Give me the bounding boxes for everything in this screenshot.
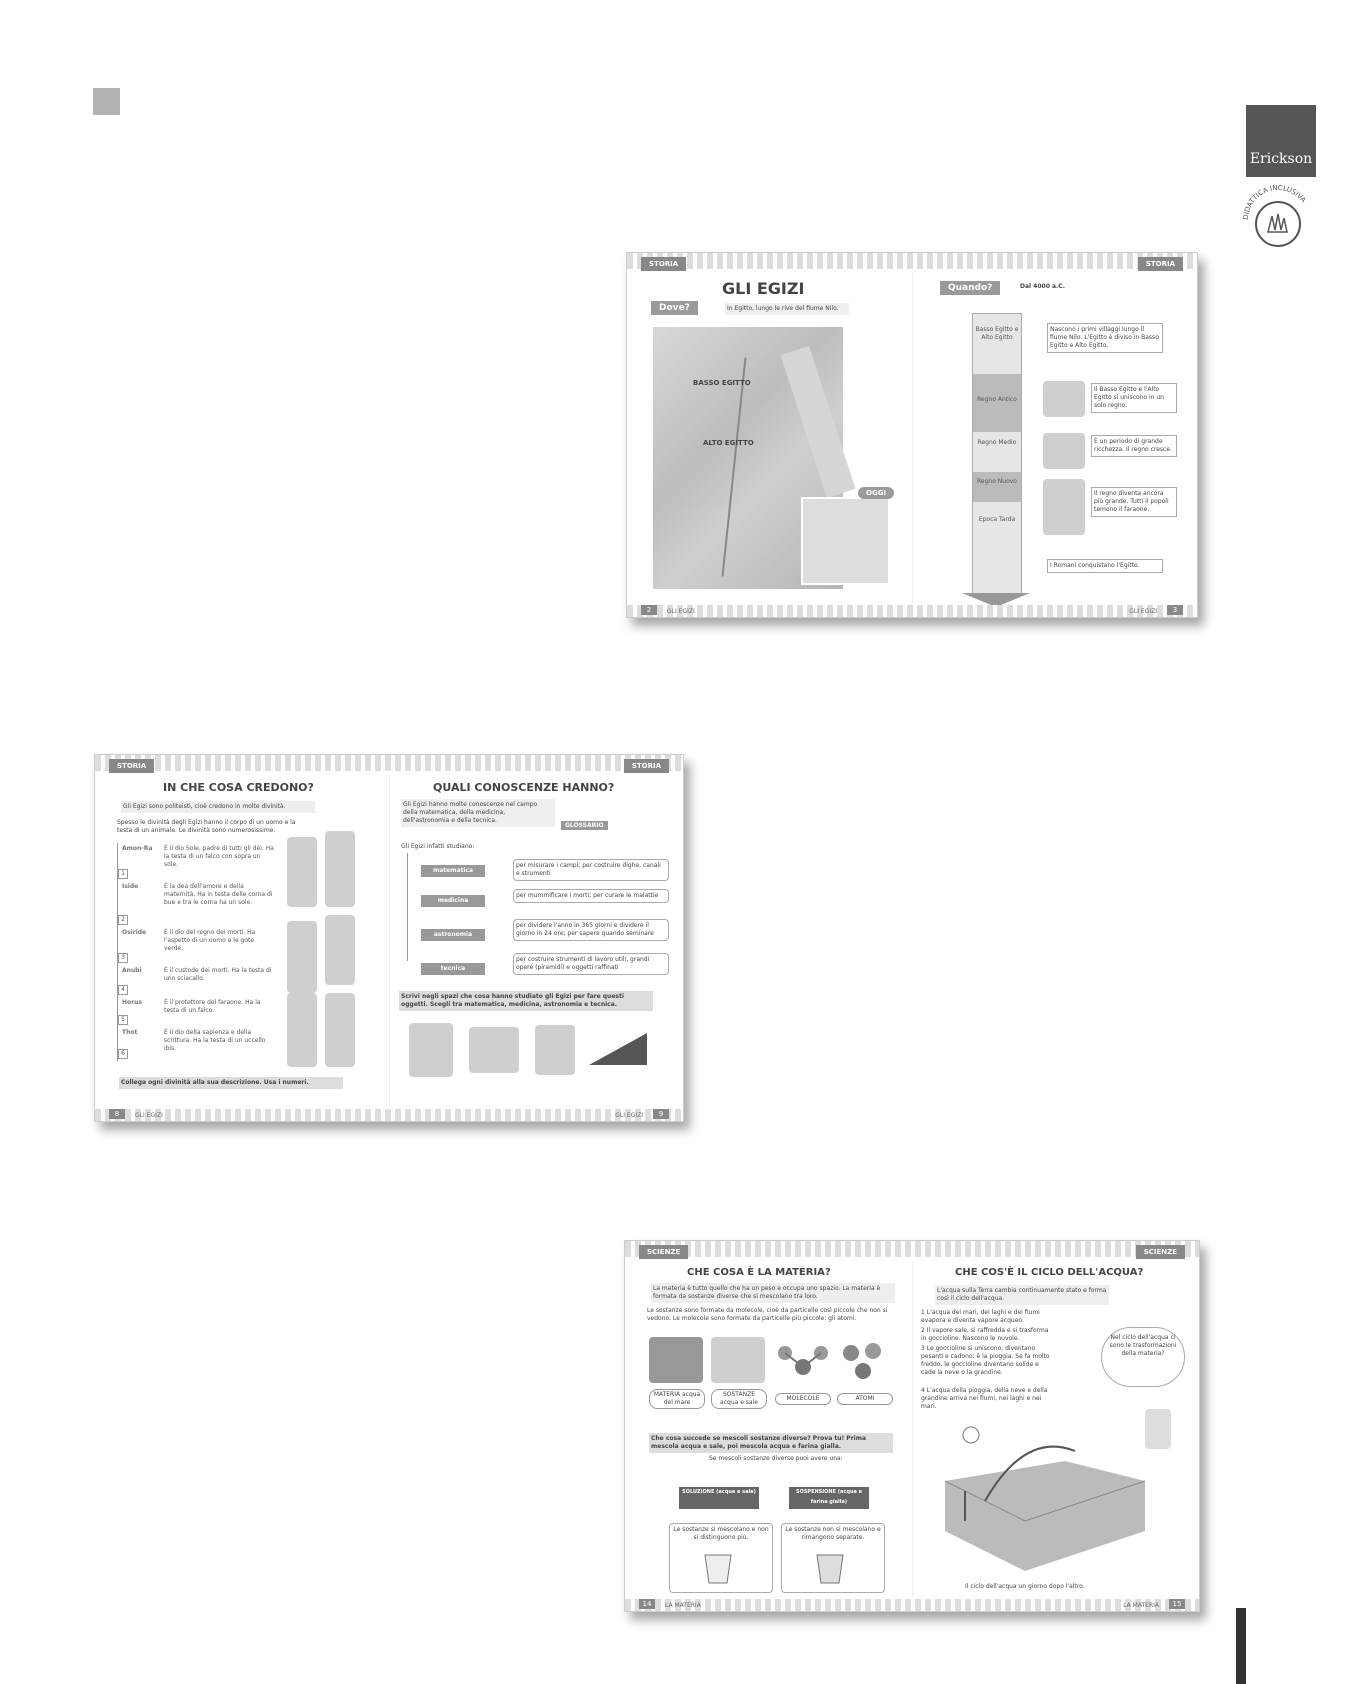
spread-materia-ciclo-acqua: [624, 1240, 1200, 1612]
god-figure: [325, 915, 355, 985]
tree-trunk: [407, 853, 408, 961]
intro-left: La materia è tutto quello che ha un peso e occupa uno spazio. La materia è formata da sostanze diverse che si mescolano tra loro.: [651, 1283, 895, 1303]
page-number-right: 15: [1169, 1599, 1185, 1609]
water-cycle-diagram: [945, 1421, 1145, 1571]
step-text: Le goccioline si uniscono, diventano pesanti e cadono: è la pioggia. Se fa molto freddo, le goccioline diventano solide e cade la neve o la grandine.: [921, 1345, 1050, 1376]
timeline-note: Nascono i primi villaggi lungo il fiume Nilo. L'Egitto è diviso in Basso Egitto e Alto Egitto.: [1047, 323, 1163, 353]
field-notes: per misurare i campi; per costruire dighe, canali e strumenti: [513, 859, 669, 881]
god-desc: È la dea dell'amore e della maternità. Ha in testa delle corna di bue e tra le corna ha un sole.: [164, 883, 273, 906]
when-text: Dal 4000 a.C.: [1020, 283, 1065, 290]
subject-tag-right: SCIENZE: [1136, 1245, 1185, 1259]
timeline-map-thumb: [1043, 381, 1085, 417]
water-step: [921, 1327, 1051, 1343]
god-number: 2: [118, 915, 128, 925]
page-title: GLI EGIZI: [722, 279, 805, 298]
map-label-lower-egypt: BASSO EGITTO: [693, 379, 751, 387]
god-name: Anubi: [122, 967, 142, 974]
footer-left: LA MATERIA: [665, 1602, 701, 1609]
field-tecnica: tecnica: [421, 963, 485, 975]
field-medicina: medicina: [421, 895, 485, 907]
god-figure: [325, 831, 355, 907]
timeline-period: Epoca Tarda: [978, 516, 1016, 523]
matter-label: ATOMI: [837, 1393, 893, 1405]
map-egypt: [653, 327, 887, 589]
god-number: 5: [118, 1015, 128, 1025]
god-name: Iside: [122, 883, 139, 890]
telescope-icon: [535, 1025, 575, 1075]
footer-left: GLI EGIZI: [667, 608, 695, 615]
timeline-map-thumb: [1043, 433, 1085, 469]
gods-list: [117, 843, 297, 1061]
god-figure: [287, 921, 317, 993]
glass-icon: [703, 1553, 733, 1585]
timeline-column: [972, 313, 1022, 595]
step-number: 1: [921, 1309, 925, 1316]
timeline-note: Il Basso Egitto e l'Alto Egitto si uniscono in un solo regno.: [1091, 383, 1177, 413]
water-salt-image: [711, 1337, 765, 1383]
god-name: Osiride: [122, 929, 147, 936]
god-figure: [325, 993, 355, 1067]
page-number-right: 9: [653, 1109, 669, 1119]
brand-name: Erickson: [1249, 151, 1313, 167]
molecule-icon: [775, 1341, 831, 1381]
timeline-period: Regno Antico: [977, 396, 1017, 403]
solution-label: SOLUZIONE (acqua e sale): [679, 1487, 759, 1509]
when-label: Quando?: [940, 281, 1000, 295]
glossary-label: GLOSSARIO: [561, 821, 608, 830]
atoms-icon: [837, 1341, 893, 1381]
god-number: 1: [118, 869, 128, 879]
subject-tag-left: STORIA: [109, 759, 154, 773]
page-number-left: 8: [109, 1109, 125, 1119]
god-number: 6: [118, 1049, 128, 1059]
studies-text: Gli Egizi infatti studiano:: [401, 843, 475, 850]
gutter: [912, 273, 913, 603]
where-label: Dove?: [651, 301, 698, 315]
top-strip: [625, 1241, 1199, 1257]
god-number: 4: [118, 985, 128, 995]
thought-bubble: Nel ciclo dell'acqua ci sono le trasformazioni della materia?: [1101, 1327, 1185, 1387]
timeline-note: È un periodo di grande ricchezza. Il regno cresce.: [1091, 435, 1177, 457]
god-name: Thot: [122, 1029, 138, 1036]
intro-left-2: Spesso le divinità degli Egizi hanno il corpo di un uomo e la testa di un animale. Le divinità sono numerosissime.: [117, 819, 296, 834]
spread-credenze-conoscenze: [94, 754, 684, 1122]
page-number-right: 3: [1167, 605, 1183, 615]
subject-tag-left: SCIENZE: [639, 1245, 688, 1259]
water-step: [921, 1387, 1051, 1411]
suspension-note: Le sostanze non si mescolano e rimangono separate.: [781, 1523, 885, 1593]
intro-right: Gli Egizi hanno molte conoscenze nel campo della matematica, della medicina, dell'astronomia e della tecnica.: [401, 799, 555, 827]
exercise-left: Collega ogni divinità alla sua descrizione. Usa i numeri.: [119, 1077, 343, 1089]
spread-gli-egizi: [626, 252, 1198, 618]
field-notes: per dividere l'anno in 365 giorni e dividere il giorno in 24 ore; per sapere quando seminare: [513, 919, 669, 941]
footer-left: GLI EGIZI: [135, 1112, 163, 1119]
title-left: CHE COSA È LA MATERIA?: [687, 1267, 831, 1278]
intro-right: L'acqua sulla Terra cambia continuamente stato e forma così il ciclo dell'acqua.: [935, 1285, 1109, 1305]
abacus-icon: [469, 1027, 519, 1073]
field-notes: per costruire strumenti di lavoro utili, grandi opere (piramidi) e oggetti raffinati: [513, 953, 669, 975]
where-text: In Egitto, lungo le rive del fiume Nilo.: [725, 303, 849, 315]
god-name: Amon-Ra: [122, 845, 153, 852]
water-step: [921, 1309, 1051, 1325]
inset-label: OGGI: [858, 487, 894, 499]
god-figure: [287, 837, 317, 907]
step-number: 3: [921, 1345, 925, 1352]
solution-note: Le sostanze si mescolano e non si distinguono più.: [669, 1523, 773, 1593]
intro-left: Gli Egizi sono politeisti, cioè credono in molte divinità.: [121, 801, 315, 813]
title-right: CHE COS'È IL CICLO DELL'ACQUA?: [955, 1267, 1144, 1278]
side-bar: [1236, 1608, 1246, 1684]
footer-right: LA MATERIA: [1123, 1602, 1159, 1609]
wave-image: [649, 1337, 703, 1383]
mix-text: Se mescoli sostanze diverse puoi avere una:: [709, 1455, 843, 1462]
set-square-icon: [587, 1031, 649, 1067]
step-text: L'acqua della pioggia, della neve e della grandine arriva nei fiumi, nei laghi e nei mari.: [921, 1387, 1048, 1410]
god-row: [117, 1027, 297, 1061]
suspension-label: SOSPENSIONE (acqua e farina gialla): [789, 1487, 869, 1509]
exercise-right: Scrivi negli spazi che cosa hanno studiato gli Egizi per fare questi oggetti. Scegli tra matematica, medicina, astronomia e tecnica.: [399, 991, 653, 1011]
title-right: QUALI CONOSCENZE HANNO?: [433, 781, 615, 794]
step-number: 4: [921, 1387, 925, 1394]
experiment-box: Che cosa succede se mescoli sostanze diverse? Prova tu! Prima mescola acqua e sale, poi mescola acqua e farina gialla.: [649, 1433, 893, 1453]
god-desc: È il dio del regno dei morti. Ha l'aspetto di un uomo e le gote verde.: [164, 929, 256, 952]
top-strip: [95, 755, 683, 771]
timeline-period: Regno Nuovo: [977, 478, 1017, 485]
step-text: L'acqua dei mari, dei laghi e dei fiumi evapora e diventa vapore acqueo.: [921, 1309, 1040, 1324]
timeline-map-thumb: [1043, 479, 1085, 535]
field-astronomia: astronomia: [421, 929, 485, 941]
god-row: [117, 843, 297, 881]
matter-label: MOLECOLE: [775, 1393, 831, 1405]
water-step: [921, 1345, 1051, 1377]
timeline-band: [973, 472, 1021, 502]
god-desc: È il dio Sole, padre di tutti gli dèi. Ha la testa di un falco con sopra un sole.: [164, 845, 274, 868]
matter-label: SOSTANZE acqua e sale: [711, 1389, 767, 1409]
god-desc: È il dio della sapienza e della scrittura. Ha la testa di un uccello ibis.: [164, 1029, 266, 1052]
field-matematica: matematica: [421, 865, 485, 877]
god-desc: È il protettore del faraone. Ha la testa di un falco.: [164, 999, 261, 1014]
timeline-period: Regno Medio: [977, 439, 1017, 446]
god-row: [117, 965, 297, 997]
bottom-strip: [95, 1109, 683, 1121]
nile-river: [722, 357, 747, 576]
god-name: Horus: [122, 999, 142, 1006]
step-text: Il vapore sale, si raffredda e si trasforma in goccioline. Nascono le nuvole.: [921, 1327, 1049, 1342]
god-number: 3: [118, 953, 128, 963]
bottom-strip: [627, 605, 1197, 617]
didattica-inclusiva-seal: [1238, 180, 1318, 260]
step-number: 2: [921, 1327, 925, 1334]
top-strip: [627, 253, 1197, 269]
matter-label: MATERIA acqua del mare: [649, 1389, 705, 1409]
red-sea: [781, 346, 856, 498]
title-left: IN CHE COSA CREDONO?: [163, 781, 314, 794]
microscope-icon: [409, 1023, 453, 1077]
subject-tag-left: STORIA: [641, 257, 686, 271]
subject-tag-right: STORIA: [624, 759, 669, 773]
child-figure: [1145, 1409, 1171, 1449]
bottom-strip: [625, 1599, 1199, 1611]
god-row: [117, 881, 297, 927]
gutter: [389, 775, 390, 1107]
hands-icon: [1268, 214, 1287, 232]
god-row: [117, 927, 297, 965]
corner-marker: [93, 88, 120, 115]
svg-text:DIDATTICA INCLUSIVA: DIDATTICA INCLUSIVA: [1241, 183, 1308, 221]
page-number-left: 2: [641, 605, 657, 615]
gutter: [912, 1261, 913, 1597]
glass-icon: [815, 1553, 845, 1585]
god-figure: [287, 993, 317, 1067]
timeline-note: I Romani conquistano l'Egitto.: [1047, 559, 1163, 573]
god-row: [117, 997, 297, 1027]
text-left: Le sostanze sono formate da molecole, cioè da particelle così piccole che non si vedono. Le molecole sono formate da particelle più piccole: gli atomi.: [647, 1307, 888, 1322]
footer-right: GLI EGIZI: [615, 1112, 643, 1119]
map-inset: [801, 497, 890, 585]
timeline-period: Basso Egitto e Alto Egitto: [975, 326, 1019, 341]
map-label-upper-egypt: ALTO EGITTO: [703, 439, 754, 447]
erickson-logo: [1246, 105, 1316, 177]
subject-tag-right: STORIA: [1138, 257, 1183, 271]
sun-icon: [963, 1427, 979, 1443]
footer-right: GLI EGIZI: [1129, 608, 1157, 615]
caption: Il ciclo dell'acqua un giorno dopo l'altro.: [965, 1583, 1085, 1590]
field-notes: per mummificare i morti; per curare le malattie: [513, 889, 669, 903]
timeline-note: Il regno diventa ancora più grande. Tutti il popoli temono il faraone.: [1091, 487, 1177, 517]
god-desc: È il custode dei morti. Ha la testa di uno sciacallo.: [164, 967, 272, 982]
page-number-left: 14: [639, 1599, 655, 1609]
